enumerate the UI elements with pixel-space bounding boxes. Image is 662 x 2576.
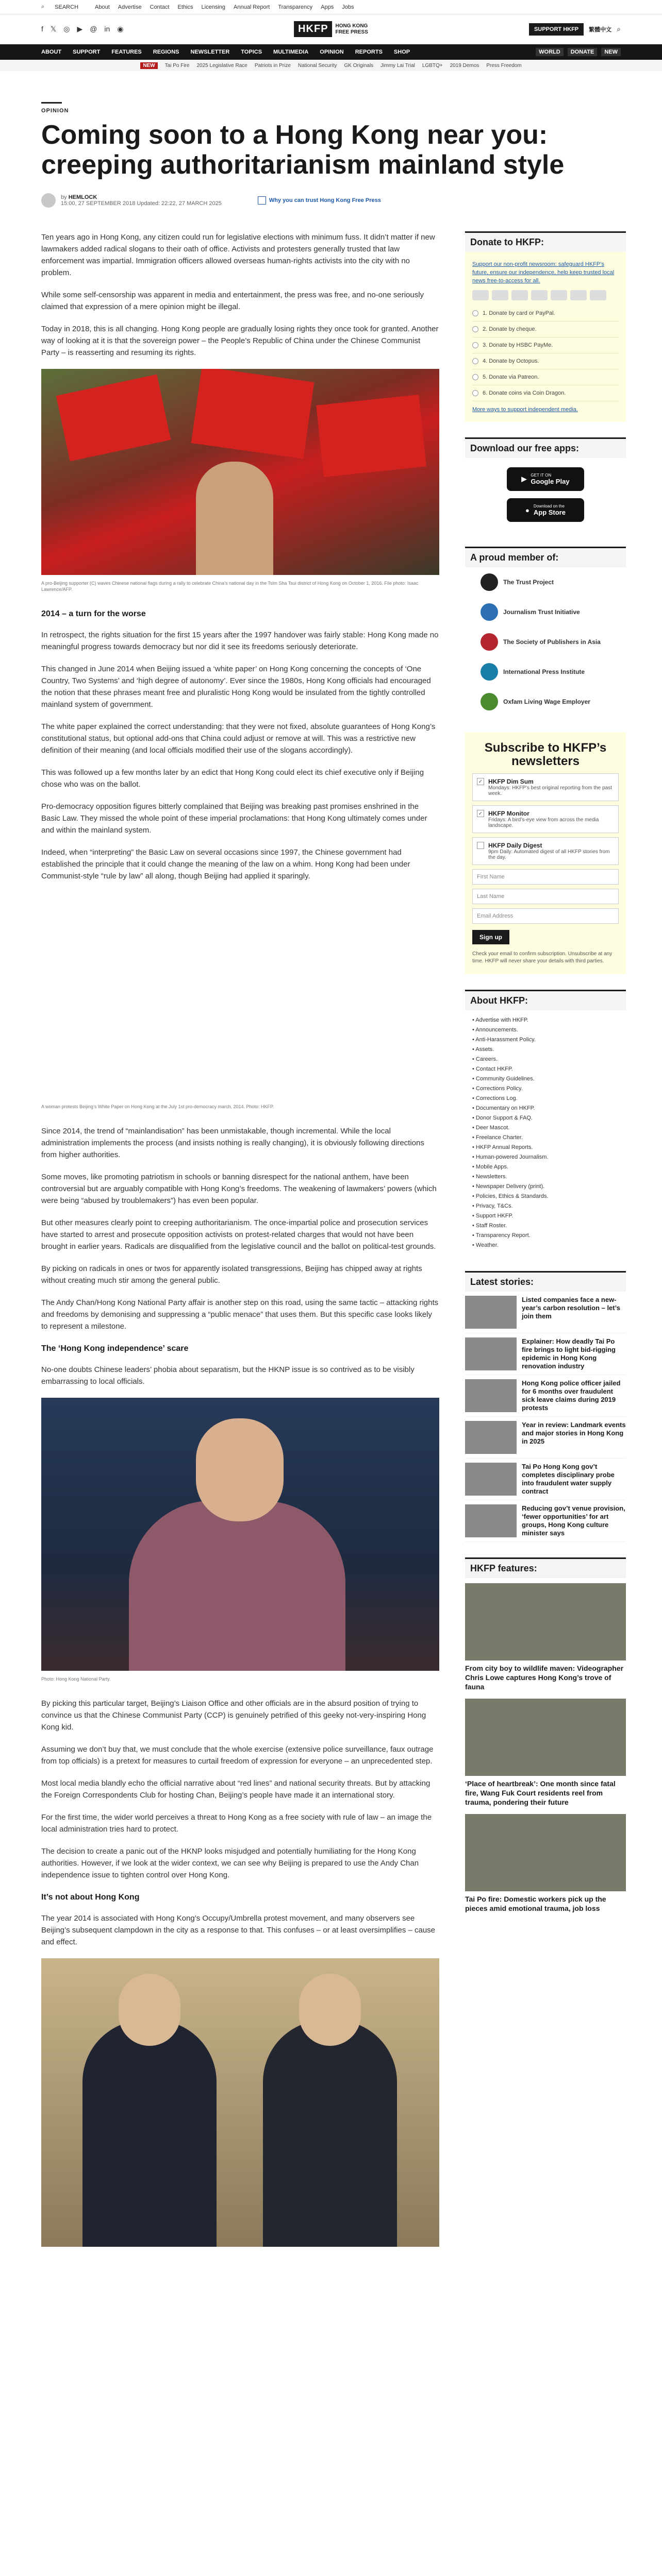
apple-icon: ● bbox=[525, 506, 529, 514]
radio-icon bbox=[472, 374, 478, 380]
story-title: Tai Po Hong Kong gov’t completes disciplinary probe into fraudulent water supply contract bbox=[522, 1463, 615, 1495]
paragraph: In retrospect, the rights situation for the first 15 years after the 1997 handover was fairly stable: Hong Kong made no meaningful progress towards democracy but nor did it see its freedoms seriously deteriorate. bbox=[41, 631, 439, 651]
youtube-icon[interactable]: ▶ bbox=[77, 25, 83, 33]
nav-right-item[interactable]: DONATE bbox=[568, 48, 598, 56]
photo-protest bbox=[41, 892, 439, 1098]
linkedin-icon[interactable]: in bbox=[104, 25, 110, 33]
payment-icons bbox=[472, 290, 619, 300]
about-link[interactable]: • Corrections Policy. bbox=[472, 1086, 523, 1092]
nav-right-item[interactable]: NEW bbox=[601, 48, 621, 56]
about-link[interactable]: • Freelance Charter. bbox=[472, 1134, 523, 1141]
radio-icon bbox=[472, 310, 478, 316]
about-link[interactable]: • HKFP Annual Reports. bbox=[472, 1144, 533, 1150]
checkbox-icon bbox=[477, 842, 484, 849]
about-box bbox=[465, 990, 626, 1256]
about-link[interactable]: • Contact HKFP. bbox=[472, 1066, 513, 1072]
members-box bbox=[465, 547, 626, 717]
story-title: Listed companies face a new-year’s carbon resolution – let’s join them bbox=[522, 1296, 620, 1320]
features-box bbox=[465, 1557, 626, 1913]
paragraph: For the first time, the wider world perceives a threat to Hong Kong as a free society with rule of law – an image the local administration tries hard to protect. bbox=[41, 1813, 432, 1834]
feature-story[interactable] bbox=[465, 1699, 626, 1807]
photo-flag-rally bbox=[41, 369, 439, 575]
paragraph: The decision to create a panic out of the HKNP looks misjudged and potentially humiliating for the Hong Kong authorities. However, if we look at the wider context, we can see why Beijing is prepared to use the Andy Chan independence issue to tighten control over Hong Kong. bbox=[41, 1847, 419, 1879]
trending-link[interactable]: 2019 Demos bbox=[450, 62, 479, 69]
utility-link[interactable]: Licensing bbox=[201, 4, 225, 10]
about-link[interactable]: • Careers. bbox=[472, 1056, 498, 1062]
paypal-icon bbox=[531, 290, 548, 300]
brand-actions bbox=[529, 23, 621, 36]
facebook-icon[interactable]: f bbox=[41, 25, 43, 33]
language-switch[interactable]: 繁體中文 bbox=[589, 26, 612, 33]
about-link[interactable]: • Newspaper Delivery (print). bbox=[472, 1183, 545, 1190]
latest-story[interactable] bbox=[465, 1417, 626, 1459]
about-link[interactable]: • Assets. bbox=[472, 1046, 494, 1053]
story-title: Reducing gov’t venue provision, ‘fewer opportunities’ for art groups, Hong Kong culture minister says bbox=[522, 1504, 625, 1537]
donate-heading: Donate to HKFP: bbox=[465, 231, 626, 252]
site-logo[interactable] bbox=[294, 21, 368, 37]
trending-link[interactable]: LGBTQ+ bbox=[422, 62, 443, 69]
section-heading: The ‘Hong Kong independence’ scare bbox=[41, 1344, 189, 1353]
utility-bar bbox=[0, 0, 662, 14]
paragraph: Assuming we don’t buy that, we must conclude that the whole exercise (extensive police surveillance, faux outrage from top officials) is a pretext for measures to curtail freedom of expression for everyone – an unprecedented step. bbox=[41, 1745, 434, 1766]
more-ways-link[interactable]: More ways to support independent media. bbox=[472, 406, 578, 413]
trending-link[interactable]: National Security bbox=[297, 62, 337, 69]
donate-option[interactable]: 4. Donate by Octopus. bbox=[472, 353, 619, 369]
logo-text: HONG KONG FREE PRESS bbox=[335, 23, 368, 35]
story-thumbnail bbox=[465, 1421, 517, 1454]
ipi-icon bbox=[481, 663, 498, 681]
search-icon: ⌕ bbox=[41, 4, 45, 10]
about-link[interactable]: • Advertise with HKFP. bbox=[472, 1017, 528, 1023]
trending-link[interactable]: GK Originals bbox=[344, 62, 374, 69]
paragraph: The white paper explained the correct understanding: that they were not fixed, absolute guarantees of Hong Kong’s constitutional status, but optional add-ons that China could adjust or remove at will. This was a restrictive new definition of their meaning (and local officials modified their use of the slogans accordingly). bbox=[41, 722, 436, 755]
mastercard-icon bbox=[472, 290, 489, 300]
paragraph: Today in 2018, this is all changing. Hong Kong people are gradually losing rights they once took for granted. Another way of looking at it is that the sovereign power – the People’s Republic of China under the Chinese Communist Party – is reasserting and resuming its rights. bbox=[41, 325, 439, 357]
latest-story[interactable] bbox=[465, 1375, 626, 1417]
trust-icon bbox=[258, 196, 266, 205]
social-links bbox=[41, 25, 124, 33]
nav-item[interactable]: MULTIMEDIA bbox=[273, 49, 309, 55]
about-link[interactable]: • Community Guidelines. bbox=[472, 1076, 535, 1082]
donate-option[interactable]: 1. Donate by card or PayPal. bbox=[472, 306, 619, 321]
paragraph: By picking on radicals in ones or twos for apparently isolated transgressions, Beijing has chipped away at rights without creating much stir among the general public. bbox=[41, 1264, 422, 1285]
story-thumbnail bbox=[465, 1296, 517, 1329]
first-name-field[interactable]: First Name bbox=[472, 869, 619, 885]
trust-project-icon bbox=[481, 573, 498, 591]
latest-box bbox=[465, 1271, 626, 1542]
paragraph: But other measures clearly point to creeping authoritarianism. The once-impartial police and prosecution services have started to arrest and prosecute opposition activists on protest-related charges that would not have been brought in earlier years. Radicals are disqualified from the legislative council and the ballot on political-test grounds. bbox=[41, 1218, 436, 1251]
latest-story[interactable] bbox=[465, 1459, 626, 1500]
feature-story[interactable] bbox=[465, 1814, 626, 1913]
article-header bbox=[0, 71, 662, 208]
visa-icon bbox=[492, 290, 508, 300]
brand-row bbox=[0, 14, 662, 44]
apps-heading: Download our free apps: bbox=[465, 437, 626, 458]
donate-intro[interactable]: Support our non-profit newsroom: safeguard HKFP’s future, ensure our independence, help keep trusted local news free-to-access for all. bbox=[472, 261, 615, 284]
nav-item[interactable]: OPINION bbox=[320, 49, 344, 55]
donate-box bbox=[465, 231, 626, 422]
radio-icon bbox=[472, 326, 478, 332]
checkbox-icon: ✓ bbox=[477, 810, 484, 817]
paragraph: Since 2014, the trend of “mainlandisation” has been unmistakable, though incremental. While the local administration implements the process (and insists nothing is really changing), it is obviously following directions from higher authorities. bbox=[41, 1127, 424, 1159]
story-title: Explainer: How deadly Tai Po fire brings to light bid-rigging epidemic in Hong Kong renovation industry bbox=[522, 1337, 616, 1370]
feature-story[interactable] bbox=[465, 1583, 626, 1691]
paragraph: This changed in June 2014 when Beijing issued a ‘white paper’ on Hong Kong concerning the concepts of ‘One Country, Two Systems’ and ‘high degree of autonomy’. Ever since the 1980s, Hong Kong officials had encouraged the notion that these phrases meant free and pluralistic Hong Kong would be insulated from the tightly controlled mainland system of government. bbox=[41, 665, 431, 709]
nav-right-item[interactable]: WORLD bbox=[536, 48, 564, 56]
oxfam-icon bbox=[481, 693, 498, 710]
story-thumbnail bbox=[465, 1463, 517, 1496]
paragraph: By picking this particular target, Beijing’s Liaison Office and other officials are in the absurd position of trying to convince us that the Chinese Communist Party (CCP) is genuinely petrified of this geeky not-very-inspiring Hong Kong kid. bbox=[41, 1699, 426, 1732]
play-icon: ▶ bbox=[521, 475, 527, 483]
latest-story[interactable] bbox=[465, 1500, 626, 1542]
section-heading: 2014 – a turn for the worse bbox=[41, 609, 146, 618]
paragraph: Ten years ago in Hong Kong, any citizen could run for legislative elections with minimum fuss. It didn’t matter if new lawmakers added radical slogans to their oath of office. Activists and protesters generally trusted that law enforcement was impartial. Immigration officers allowed overseas human-rights activists into the city with no problem. bbox=[41, 233, 435, 277]
latest-heading: Latest stories: bbox=[465, 1271, 626, 1292]
newsletter-option[interactable]: ✓ HKFP Dim Sum Mondays: HKFP’s best original reporting from the past week. bbox=[472, 773, 619, 801]
paragraph: The Andy Chan/Hong Kong National Party affair is another step on this road, using the same tactic – attacking rights and freedoms by demonising and suppressing a “public menace” that uses them. But this specific case looks likely to represent a milestone. bbox=[41, 1298, 439, 1331]
about-link[interactable]: • Policies, Ethics & Standards. bbox=[472, 1193, 549, 1199]
photo-caption: A pro-Beijing supporter (C) waves Chinese national flags during a rally to celebrate China’s national day in the Tsim Sha Tsui district of Hong Kong on October 1, 2016. File photo: Isaac Lawrence/AFP. bbox=[41, 581, 419, 592]
section-heading: It’s not about Hong Kong bbox=[41, 1893, 140, 1902]
article-dates: 15:00, 27 SEPTEMBER 2018 Updated: 22:22, 27 MARCH 2025 bbox=[61, 200, 222, 207]
trending-link[interactable]: Jimmy Lai Trial bbox=[380, 62, 415, 69]
main-nav bbox=[0, 44, 662, 60]
paragraph: While some self-censorship was apparent in media and entertainment, the press was free, and no-one seriously claimed that expression of a mere opinion might be illegal. bbox=[41, 291, 424, 311]
features-heading: HKFP features: bbox=[465, 1557, 626, 1578]
about-heading: About HKFP: bbox=[465, 990, 626, 1010]
donate-option[interactable]: 2. Donate by cheque. bbox=[472, 321, 619, 337]
newsletter-option[interactable]: ✓ HKFP Monitor Fridays: A bird’s-eye view from across the media landscape. bbox=[472, 805, 619, 833]
paragraph: No-one doubts Chinese leaders’ phobia about separatism, but the HKNP issue is so contrived as to be visibly embarrassing to local officials. bbox=[41, 1365, 415, 1386]
donate-option[interactable]: 5. Donate via Patreon. bbox=[472, 369, 619, 385]
search-link[interactable]: ⌕ SEARCH bbox=[41, 4, 79, 10]
donate-option[interactable]: 6. Donate coins via Coin Dragon. bbox=[472, 385, 619, 401]
about-list bbox=[465, 1010, 626, 1256]
utility-link[interactable]: Advertise bbox=[118, 4, 142, 10]
about-link[interactable]: • Transparency Report. bbox=[472, 1232, 531, 1239]
byline: by HEMLOCK 15:00, 27 SEPTEMBER 2018 Updated: 22:22, 27 MARCH 2025 Why you can trust Hong Kong Free Press bbox=[41, 193, 621, 208]
photo-caption: A woman protests Beijing’s White Paper on Hong Kong at the July 1st pro-democracy march, 2014. Photo: HKFP. bbox=[41, 1104, 274, 1109]
avatar bbox=[41, 193, 56, 208]
radio-icon bbox=[472, 358, 478, 364]
about-link[interactable]: • Weather. bbox=[472, 1242, 499, 1248]
last-name-field[interactable]: Last Name bbox=[472, 889, 619, 904]
about-link[interactable]: • Mobile Apps. bbox=[472, 1164, 508, 1170]
newsletter-box bbox=[465, 732, 626, 974]
feature-title: From city boy to wildlife maven: Videographer Chris Lowe captures Hong Kong’s trove of fauna bbox=[465, 1664, 624, 1691]
story-thumbnail bbox=[465, 1337, 517, 1370]
article-body bbox=[41, 231, 439, 2252]
new-badge: NEW bbox=[140, 62, 157, 69]
radio-icon bbox=[472, 390, 478, 396]
page-layout bbox=[0, 231, 662, 2252]
paragraph: This was followed up a few months later by an edict that Hong Kong could elect its chief executive only if Beijing chose who was on the ballot. bbox=[41, 768, 424, 789]
checkbox-icon: ✓ bbox=[477, 778, 484, 785]
utility-link[interactable]: Transparency bbox=[278, 4, 313, 10]
kicker-divider bbox=[41, 102, 62, 104]
google-play-button[interactable]: ▶ GET IT ON Google Play bbox=[507, 467, 584, 491]
nav-item[interactable]: REPORTS bbox=[355, 49, 383, 55]
author-name[interactable]: HEMLOCK bbox=[68, 194, 97, 200]
x-icon[interactable]: 𝕏 bbox=[50, 25, 57, 33]
donate-option[interactable]: 3. Donate by HSBC PayMe. bbox=[472, 337, 619, 353]
nav-item[interactable]: REGIONS bbox=[153, 49, 179, 55]
paragraph: Pro-democracy opposition figures bitterly complained that Beijing was breaking past promises enshrined in the Basic Law. They missed the whole point of these imperial proclamations: that Hong Kong ultimately comes under and within the mainland system. bbox=[41, 802, 427, 835]
member-logo[interactable]: International Press Institute bbox=[465, 657, 626, 687]
latest-story[interactable] bbox=[465, 1292, 626, 1333]
story-title: Hong Kong police officer jailed for 6 months over fraudulent sick leave claims during 2019 protests bbox=[522, 1379, 621, 1412]
paragraph: Indeed, when “interpreting” the Basic Law on several occasions since 1997, the Chinese government had established the principle that it could change the meaning of the law on a whim. Hong Kong had been under Communist-style “rule by law” all along, though Beijing had applied it sparingly. bbox=[41, 848, 410, 880]
latest-list bbox=[465, 1292, 626, 1542]
paragraph: Some moves, like promoting patriotism in schools or banning disrespect for the national anthem, have been controversial but are arguably compatible with Hong Kong’s freedoms. The weakening of lawmakers’ powers (which were being “abused by troublemakers”) has even been popular. bbox=[41, 1173, 437, 1205]
photo-hknp bbox=[41, 1398, 439, 1671]
nav-item[interactable]: NEWSLETTER bbox=[190, 49, 230, 55]
patreon-icon bbox=[590, 290, 606, 300]
sidebar bbox=[465, 231, 626, 2252]
octopus-icon bbox=[570, 290, 587, 300]
nav-item[interactable]: FEATURES bbox=[111, 49, 142, 55]
about-link[interactable]: • Support HKFP. bbox=[472, 1213, 514, 1219]
story-thumbnail bbox=[465, 1504, 517, 1537]
members-heading: A proud member of: bbox=[465, 547, 626, 567]
about-link[interactable]: • Newsletters. bbox=[472, 1174, 507, 1180]
about-link[interactable]: • Human-powered Journalism. bbox=[472, 1154, 549, 1160]
rss-icon[interactable]: ◉ bbox=[117, 25, 124, 33]
about-link[interactable]: • Corrections Log. bbox=[472, 1095, 518, 1101]
feature-title: Tai Po fire: Domestic workers pick up the pieces amid emotional trauma, job loss bbox=[465, 1895, 606, 1912]
photo-caption: Photo: Hong Kong National Party. bbox=[41, 1676, 111, 1682]
about-link[interactable]: • Privacy, T&Cs. bbox=[472, 1203, 513, 1209]
utility-link[interactable]: About bbox=[95, 4, 110, 10]
article-kicker[interactable]: OPINION bbox=[41, 108, 69, 114]
features-list bbox=[465, 1583, 626, 1913]
about-link[interactable]: • Documentary on HKFP. bbox=[472, 1105, 535, 1111]
email-field[interactable]: Email Address bbox=[472, 908, 619, 924]
member-logo[interactable]: Oxfam Living Wage Employer bbox=[465, 687, 626, 717]
support-hkfp-button[interactable]: SUPPORT HKFP bbox=[529, 23, 584, 36]
signup-button[interactable]: Sign up bbox=[472, 930, 509, 944]
paragraph: Most local media blandly echo the official narrative about “red lines” and national security threats. But by attacking the Foreign Correspondents Club for hosting Chan, Beijing’s people have made it an international story. bbox=[41, 1779, 431, 1800]
about-link[interactable]: • Anti-Harassment Policy. bbox=[472, 1037, 536, 1043]
nav-right bbox=[536, 48, 621, 56]
about-link[interactable]: • Staff Roster. bbox=[472, 1223, 507, 1229]
jti-icon bbox=[481, 603, 498, 621]
nav-item[interactable]: SUPPORT bbox=[73, 49, 101, 55]
newsletter-title: Subscribe to HKFP’s newsletters bbox=[484, 741, 607, 768]
about-link[interactable]: • Announcements. bbox=[472, 1027, 518, 1033]
nav-item[interactable]: ABOUT bbox=[41, 49, 62, 55]
trending-bar bbox=[0, 60, 662, 71]
utility-link[interactable]: Jobs bbox=[342, 4, 354, 10]
utility-link[interactable]: Ethics bbox=[177, 4, 193, 10]
paragraph: The year 2014 is associated with Hong Kong’s Occupy/Umbrella protest movement, and many observers see Beijing’s subsequent clampdown in the city as a response to that. This confuses – or at least oversimplifies – cause and effect. bbox=[41, 1914, 436, 1946]
utility-link[interactable]: Contact bbox=[150, 4, 170, 10]
member-logo[interactable]: Journalism Trust Initiative bbox=[465, 597, 626, 627]
trending-link[interactable]: 2025 Legislative Race bbox=[196, 62, 247, 69]
nav-item[interactable]: SHOP bbox=[393, 49, 410, 55]
trending-link[interactable]: Patriots in Prize bbox=[254, 62, 291, 69]
app-store-button[interactable]: ● Download on the App Store bbox=[507, 498, 584, 522]
latest-story[interactable] bbox=[465, 1333, 626, 1375]
trending-link[interactable]: Press Freedom bbox=[486, 62, 522, 69]
search-icon[interactable]: ⌕ bbox=[617, 25, 621, 33]
feature-title: ‘Place of heartbreak’: One month since fatal fire, Wang Fuk Court residents reel from trauma, pondering their future bbox=[465, 1780, 616, 1806]
photo-handshake bbox=[41, 1958, 439, 2247]
article-title: Coming soon to a Hong Kong near you: creeping authoritarianism mainland style bbox=[41, 120, 565, 180]
member-logo[interactable]: The Society of Publishers in Asia bbox=[465, 627, 626, 657]
nav-item[interactable]: TOPICS bbox=[241, 49, 262, 55]
radio-icon bbox=[472, 342, 478, 348]
newsletter-option[interactable]: HKFP Daily Digest 9pm Daily: Automated digest of all HKFP stories from the day. bbox=[472, 837, 619, 865]
utility-link[interactable]: Apps bbox=[321, 4, 334, 10]
sopa-icon bbox=[481, 633, 498, 651]
story-title: Year in review: Landmark events and major stories in Hong Kong in 2025 bbox=[522, 1421, 626, 1445]
feature-thumbnail bbox=[465, 1583, 626, 1660]
amex-icon bbox=[511, 290, 528, 300]
payme-icon bbox=[551, 290, 567, 300]
instagram-icon[interactable]: ◎ bbox=[63, 25, 70, 33]
threads-icon[interactable]: @ bbox=[90, 25, 97, 33]
trust-link[interactable]: Why you can trust Hong Kong Free Press bbox=[258, 196, 381, 205]
logo-mark: HKFP bbox=[294, 21, 332, 37]
apps-box bbox=[465, 437, 626, 531]
utility-link[interactable]: Annual Report bbox=[234, 4, 270, 10]
about-link[interactable]: • Donor Support & FAQ. bbox=[472, 1115, 533, 1121]
trending-link[interactable]: Tai Po Fire bbox=[164, 62, 190, 69]
feature-thumbnail bbox=[465, 1699, 626, 1776]
member-logo[interactable]: The Trust Project bbox=[465, 567, 626, 597]
newsletter-note: Check your email to confirm subscription. Unsubscribe at any time. HKFP will never share your details with third parties. bbox=[472, 951, 613, 964]
about-link[interactable]: • Deer Mascot. bbox=[472, 1125, 510, 1131]
story-thumbnail bbox=[465, 1379, 517, 1412]
feature-thumbnail bbox=[465, 1814, 626, 1891]
